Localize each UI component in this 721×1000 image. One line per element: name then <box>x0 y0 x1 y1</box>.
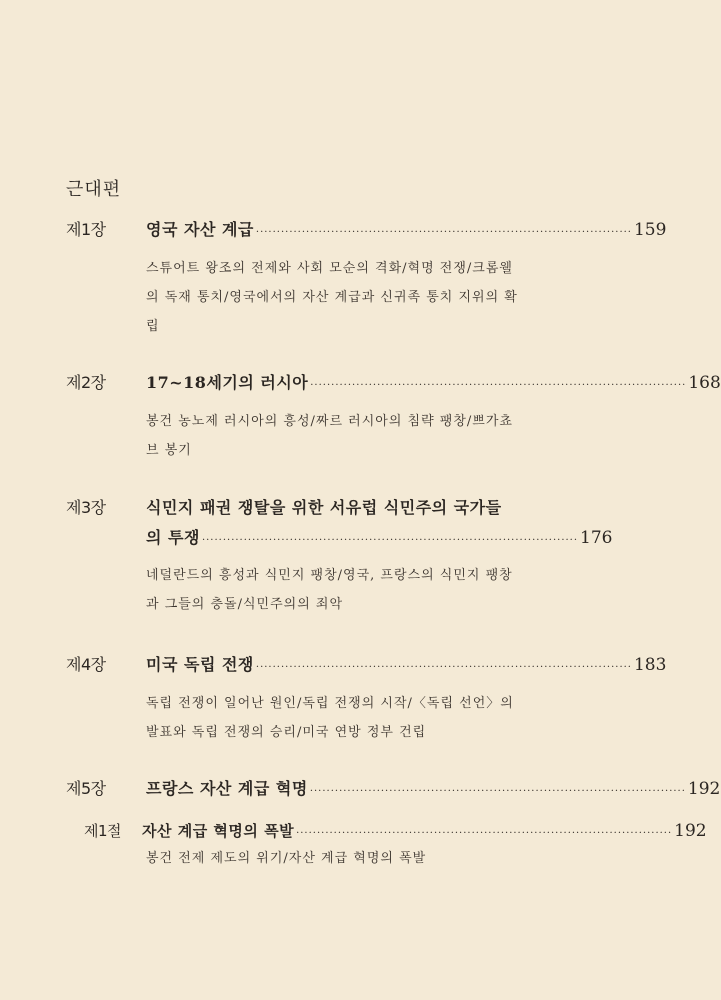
page-number: 168 <box>688 373 721 393</box>
chapter-title: 미국 독립 전쟁 <box>146 655 254 674</box>
chapter-description: 네덜란드의 흥성과 식민지 팽창/영국, 프랑스의 식민지 팽창과 그들의 충돌/식민주의의 죄악 <box>146 568 513 612</box>
chapter-number: 제3장 <box>66 498 106 517</box>
page-number: 192 <box>687 779 721 799</box>
dot-leader: ·························································································· <box>255 227 632 238</box>
dot-leader: ·························································································· <box>255 662 632 673</box>
dot-leader: ·························································································· <box>296 828 673 839</box>
section-number: 제1절 <box>84 822 122 840</box>
chapter-title-line-2-row <box>66 523 613 553</box>
dot-leader: ·························································································· <box>201 535 579 546</box>
chapter-title-line-2: 의 투쟁 <box>146 528 200 547</box>
chapter-number: 제2장 <box>66 373 106 392</box>
page-number: 192 <box>674 821 707 841</box>
chapter-description: 스튜어트 왕조의 전제와 사회 모순의 격화/혁명 전쟁/크롬웰의 독재 통치/영국에서의 자산 계급과 신귀족 통치 지위의 확립 <box>146 261 518 334</box>
chapter-heading <box>66 217 667 240</box>
section-1 <box>84 820 707 871</box>
chapter-heading <box>66 652 667 675</box>
page-number: 183 <box>633 655 667 675</box>
chapter-number: 제5장 <box>66 779 106 798</box>
chapter-number: 제4장 <box>66 655 106 674</box>
section-description: 봉건 전제 제도의 위기/자산 계급 혁명의 폭발 <box>146 851 427 866</box>
chapter-1 <box>66 217 667 341</box>
chapter-description: 봉건 농노제 러시아의 흥성/짜르 러시아의 침략 팽창/쁘가쵸브 봉기 <box>146 414 513 458</box>
section-heading <box>84 820 707 841</box>
page-number: 176 <box>580 528 613 548</box>
chapter-number: 제1장 <box>66 220 106 239</box>
section-title: 자산 계급 혁명의 폭발 <box>142 822 295 840</box>
chapter-heading <box>66 493 526 523</box>
dot-leader: ·························································································· <box>309 786 686 797</box>
chapter-2 <box>66 370 721 465</box>
chapter-3 <box>66 493 613 619</box>
chapter-title: 17~18세기의 러시아 <box>146 373 309 392</box>
chapter-heading <box>66 370 721 393</box>
chapter-5 <box>66 776 721 799</box>
chapter-title: 영국 자산 계급 <box>146 220 254 239</box>
chapter-description: 독립 전쟁이 일어난 원인/독립 전쟁의 시작/〈독립 선언〉의 발표와 독립 전쟁의 승리/미국 연방 정부 건립 <box>146 696 514 740</box>
chapter-title: 프랑스 자산 계급 혁명 <box>146 779 308 798</box>
chapter-heading <box>66 776 721 799</box>
page-number: 159 <box>633 220 667 240</box>
part-title: 근대편 <box>66 179 122 200</box>
chapter-4 <box>66 652 667 747</box>
chapter-title-line-1: 식민지 패권 쟁탈을 위한 서유럽 식민주의 국가들 <box>146 498 502 517</box>
dot-leader: ·························································································· <box>310 380 687 391</box>
